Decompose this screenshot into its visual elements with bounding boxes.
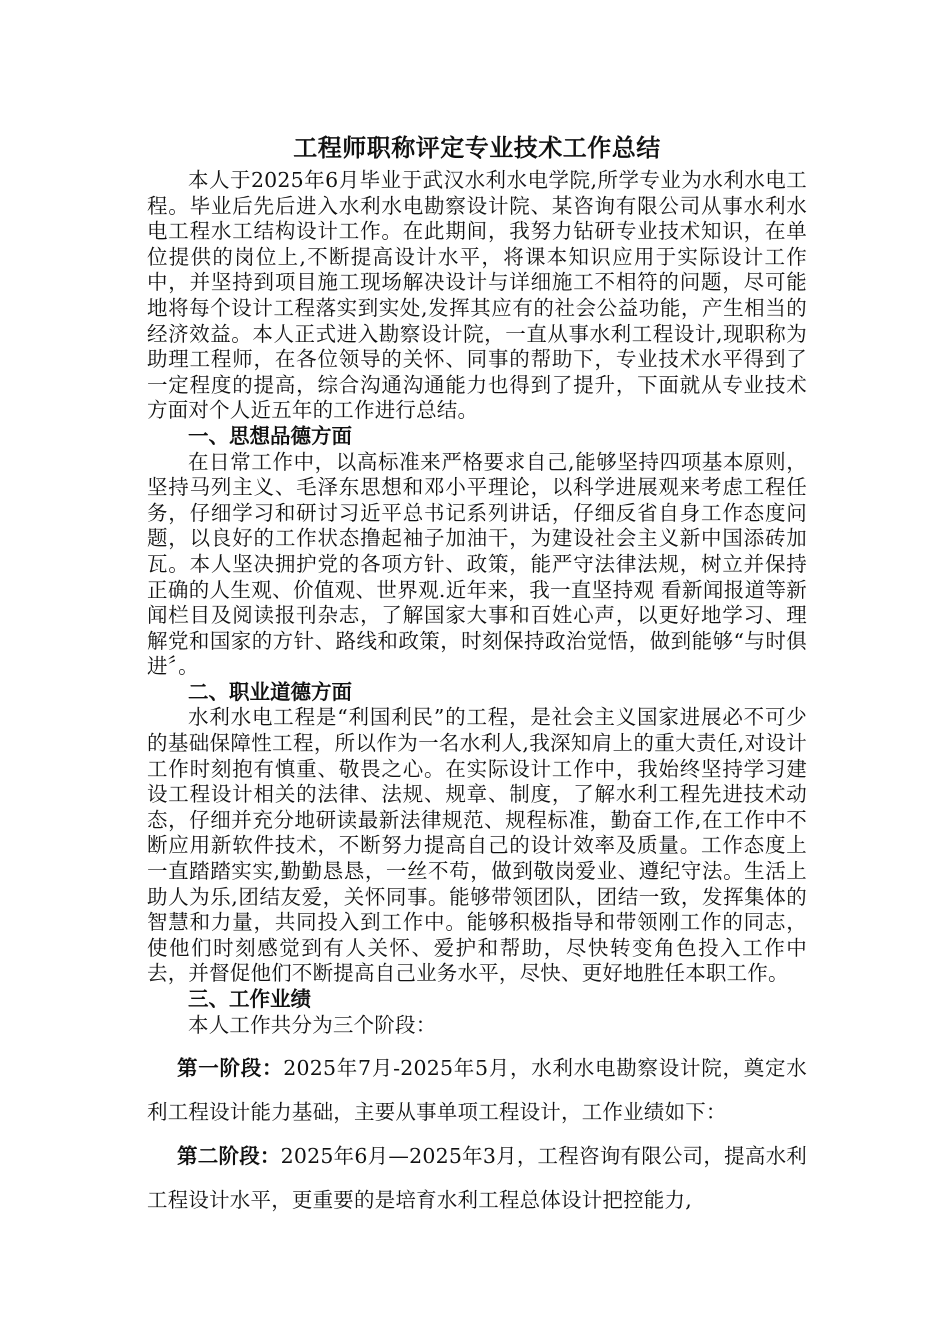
stage-one-text: 2025年7月-2025年5月，水利水电勘察设计院，奠定水利工程设计能力基础，主要从事单项工程设计，工作业绩如下： [147,1056,808,1125]
stage-two-label: 第二阶段： [177,1144,281,1169]
spacer [147,1038,807,1046]
stage-one-paragraph [147,1046,807,1134]
intro-paragraph: 本人于2025年6月毕业于武汉水利水电学院,所学专业为水利水电工程。毕业后先后进入水利水电勘察设计院、某咨询有限公司从事水利水电工程水工结构设计工作。在此期间，我努力钻研专业技术知识，在单位提供的岗位上,不断提高设计水平，将课本知识应用于实际设计工作中，并坚持到项目施工现场解决设计与详细施工不相符的问题，尽可能地将每个设计工程落实到实处,发挥其应有的社会公益功能，产生相当的经济效益。本人正式进入勘察设计院，一直从事水利工程设计,现职称为助理工程师，在各位领导的关怀、同事的帮助下，专业技术水平得到了一定程度的提高，综合沟通沟通能力也得到了提升，下面就从专业技术方面对个人近五年的工作进行总结。 [147,168,807,423]
stage-two-text: 2025年6月—2025年3月，工程咨询有限公司，提高水利工程设计水平，更重要的是培育水利工程总体设计把控能力, [147,1144,808,1213]
stage-one-label: 第一阶段： [177,1056,284,1081]
section-heading-ideology: 一、思想品德方面 [188,423,352,448]
section-body-ideology: 在日常工作中，以高标准来严格要求自己,能够坚持四项基本原则，坚持马列主义、毛泽东思想和邓小平理论，以科学进展观来考虑工程任务，仔细学习和研讨习近平总书记系列讲话，仔细反省自身工作态度问题，以良好的工作状态撸起袖子加油干，为建设社会主义新中国添砖加瓦。本人坚决拥护党的各项方针、政策，能严守法律法规，树立并保持正确的人生观、价值观、世界观.近年来，我一直坚持观 看新闻报道等新闻栏目及阅读报刊杂志，了解国家大事和百姓心声，以更好地学习、理解党和国家的方针、路线和政策，时刻保持政治觉悟，做到能够“与时俱进〞。 [147,449,807,679]
section-intro-achievements: 本人工作共分为三个阶段： [188,1012,437,1037]
section-heading-ethics: 二、职业道德方面 [188,679,352,704]
section-body-ethics: 水利水电工程是“利国利民”的工程，是社会主义国家进展必不可少的基础保障性工程，所以作为一名水利人,我深知肩上的重大责任,对设计工作时刻抱有慎重、敬畏之心。在实际设计工作中，我始终坚持学习建设工程设计相关的法律、法规、规章、制度，了解水利工程先进技术动态，仔细并充分地研读最新法律规范、规程标准，勤奋工作,在工作中不断应用新软件技术，不断努力提高自己的设计效率及质量。工作态度上一直踏踏实实,勤勤恳恳，一丝不苟，做到敬岗爱业、遵纪守法。生活上助人为乐,团结友爱，关怀同事。能够带领团队，团结一致，发挥集体的智慧和力量，共同投入到工作中。能够积极指导和带领刚工作的同志，使他们时刻感觉到有人关怀、爱护和帮助，尽快转变角色投入工作中去，并督促他们不断提高自己业务水平，尽快、更好地胜任本职工作。 [147,705,807,986]
section-heading-achievements: 三、工作业绩 [188,987,311,1011]
document-body [147,128,807,1222]
document-title: 工程师职称评定专业技术工作总结 [293,133,661,162]
stage-two-paragraph [147,1134,807,1222]
